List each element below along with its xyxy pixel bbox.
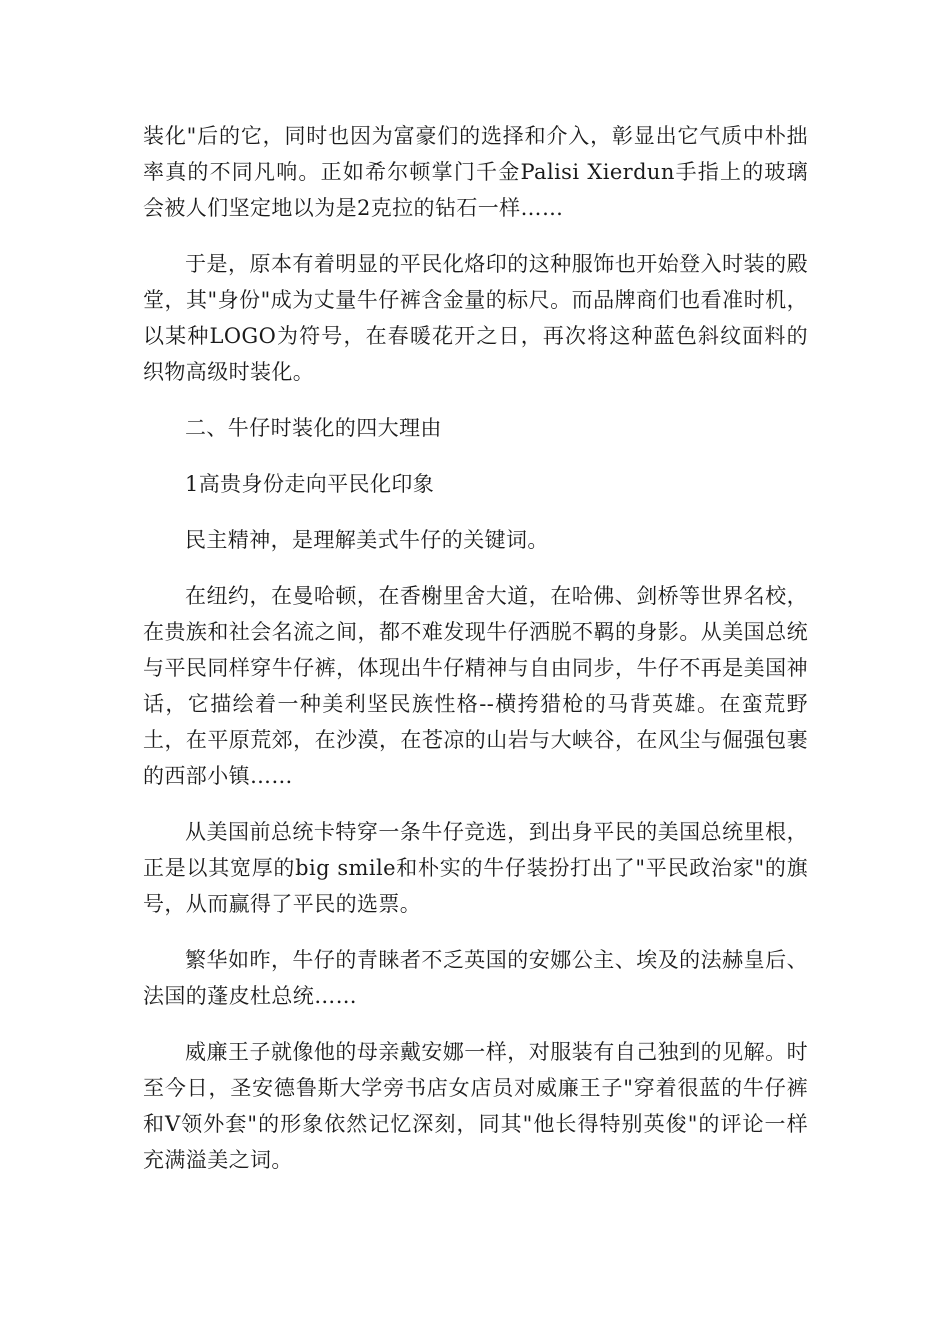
paragraph: 从美国前总统卡特穿一条牛仔竞选，到出身平民的美国总统里根，正是以其宽厚的big smile和朴实的牛仔装扮打出了"平民政治家"的旗号，从而赢得了平民的选票。 (143, 820, 808, 916)
paragraph: 于是，原本有着明显的平民化烙印的这种服饰也开始登入时装的殿堂，其"身份"成为丈量牛仔裤含金量的标尺。而品牌商们也看准时机，以某种LOGO为符号，在春暖花开之日，再次将这种蓝色斜纹面料的织物高级时装化。 (143, 252, 808, 384)
paragraph: 民主精神，是理解美式牛仔的关键词。 (185, 528, 549, 552)
paragraph-continuation: 装化"后的它，同时也因为富豪们的选择和介入，彰显出它气质中朴拙率真的不同凡响。正如希尔顿掌门千金Palisi Xierdun手指上的玻璃会被人们坚定地以为是2克拉的钻石一样…… (143, 124, 808, 220)
subsection-heading: 1高贵身份走向平民化印象 (185, 472, 435, 496)
paragraph: 繁华如昨，牛仔的青睐者不乏英国的安娜公主、埃及的法赫皇后、法国的蓬皮杜总统…… (143, 948, 808, 1008)
document-body (143, 118, 808, 1198)
paragraph: 在纽约，在曼哈顿，在香榭里舍大道，在哈佛、剑桥等世界名校，在贵族和社会名流之间，都不难发现牛仔洒脱不羁的身影。从美国总统与平民同样穿牛仔裤，体现出牛仔精神与自由同步，牛仔不再是美国神话，它描绘着一种美利坚民族性格--横挎猎枪的马背英雄。在蛮荒野土，在平原荒郊，在沙漠，在苍凉的山岩与大峡谷，在风尘与倔强包裹的西部小镇…… (143, 584, 808, 788)
paragraph: 威廉王子就像他的母亲戴安娜一样，对服装有自己独到的见解。时至今日，圣安德鲁斯大学旁书店女店员对威廉王子"穿着很蓝的牛仔裤和V领外套"的形象依然记忆深刻，同其"他长得特别英俊"的评论一样充满溢美之词。 (143, 1040, 808, 1172)
section-heading: 二、牛仔时装化的四大理由 (185, 416, 442, 440)
